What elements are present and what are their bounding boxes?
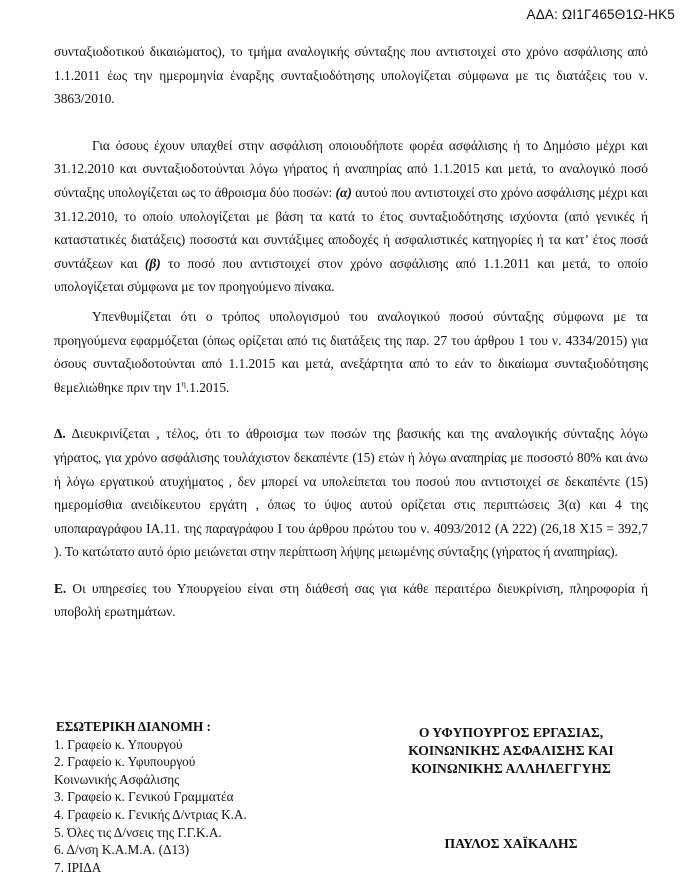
signature-title-line-2: ΚΟΙΝΩΝΙΚΗΣ ΑΣΦΑΛΙΣΗΣ ΚΑΙ xyxy=(408,743,614,759)
distribution-item-sub: Κοινωνικής Ασφάλισης xyxy=(54,771,180,787)
distribution-title: ΕΣΩΤΕΡΙΚΗ ΔΙΑΝΟΜΗ : xyxy=(56,719,211,734)
document-body xyxy=(54,40,648,624)
paragraph-e-text: Οι υπηρεσίες του Υπουργείου είναι στη διάθεσή σας για κάθε περαιτέρω διευκρίνιση, πληροφορία ή υποβολή ερωτημάτων. xyxy=(54,580,648,620)
paragraph-3-text-b: .1.2015. xyxy=(185,379,230,395)
paragraph-2 xyxy=(54,134,648,299)
paragraph-1-text: συνταξιοδοτικού δικαιώματος), το τμήμα αναλογικής σύνταξης που αντιστοιχεί στο χρόνο ασφάλισης από 1.1.2011 έως την ημερομηνία έναρξης συνταξιοδότησης υπολογίζεται σύμφωνα με τις διατάξεις του ν. 3863/2010. xyxy=(54,44,648,107)
paragraph-e-lead: Ε. xyxy=(54,580,67,596)
paragraph-3-sup: η xyxy=(181,379,186,389)
paragraph-2-text-b: αυτού που αντιστοιχεί στο χρόνο ασφάλισης μέχρι και 31.12.2010, το οποίο υπολογίζεται με βάση τα κατά το έτος συνταξιοδότησης ισχύοντα (από γενικές ή καταστατικές διατάξεις) ποσοστά και συντάξιμες αποδοχές ή ασφαλιστικές κατηγορίες ή τα κατ’ έτος ποσά συντάξεων και xyxy=(54,184,649,271)
paragraph-2-mark-a: (α) xyxy=(335,184,352,200)
paragraph-d xyxy=(54,422,648,564)
ada-code: ΑΔΑ: ΩΙ1Γ465Θ1Ω-ΗΚ5 xyxy=(526,7,675,22)
distribution-item: 7. ΙΡΙΔΑ xyxy=(54,859,102,875)
signatory-name: ΠΑΥΛΟΣ ΧΑΪΚΑΛΗΣ xyxy=(444,835,578,851)
distribution-item: 4. Γραφείο κ. Γενικής Δ/ντριας Κ.Α. xyxy=(54,806,247,822)
paragraph-e xyxy=(54,577,648,624)
distribution-list xyxy=(54,736,247,877)
distribution-item: 5. Όλες τις Δ/νσεις της Γ.Γ.Κ.Α. xyxy=(54,824,222,840)
distribution-item: 3. Γραφείο κ. Γενικού Γραμματέα xyxy=(54,789,234,805)
paragraph-2-mark-b: (β) xyxy=(144,255,161,271)
paragraph-3-text-a: Υπενθυμίζεται ότι ο τρόπος υπολογισμού του αναλογικού ποσού σύνταξης σύμφωνα με τα προηγούμενα εφαρμόζεται (όπως ορίζεται από τις διατάξεις της παρ. 27 του άρθρου 1 του ν. 4334/2015) για όσους συνταξιοδοτούνται από 1.1.2015 και μετά, ανεξάρτητα από το εάν το δικαίωμα συνταξιοδότησης θεμελιώθηκε πριν την 1 xyxy=(54,308,648,395)
internal-distribution xyxy=(54,718,247,876)
paragraph-d-lead: Δ. xyxy=(54,426,66,442)
paragraph-d-text: Διευκρινίζεται , τέλος, ότι το άθροισμα των ποσών της βασικής και της αναλογικής σύνταξης λόγω γήρατος, για χρόνο ασφάλισης τουλάχιστον δεκαπέντε (15) ετών ή λόγω αναπηρίας με ποσοστό 80% και άνω ή λόγω εργατικού ατυχήματος , δεν μπορεί να υπολείπεται του ποσού που αντιστοιχεί σε δεκαπέντε (15) ημερομίσθια ανειδίκευτου εργάτη , όπως το ύψος αυτού ορίζεται στις περιπτώσεις 3(α) και 4 της υποπαραγράφου ΙΑ.11. της παραγράφου Ι του άρθρου πρώτου του ν. 4093/2012 (Α 222) (26,18 Χ15 = 392,7 ). Το κατώτατο αυτό όριο μειώνεται στην περίπτωση λήψης μειωμένης σύνταξης (γήρατος ή αναπηρίας). xyxy=(54,426,648,560)
signature-title-line-1: Ο ΥΦΥΠΟΥΡΓΟΣ ΕΡΓΑΣΙΑΣ, xyxy=(418,725,604,740)
paragraph-2-text-a: Για όσους έχουν υπαχθεί στην ασφάλιση οποιουδήποτε φορέα ασφάλισης ή το Δημόσιο μέχρι και 31.12.2010 και συνταξιοδοτούνται λόγω γήρατος ή αναπηρίας από 1.1.2015 και μετά, το αναλογικό ποσό σύνταξης υπολογίζεται ως το άθροισμα δύο ποσών: xyxy=(54,137,648,200)
signature-title-line-3: ΚΟΙΝΩΝΙΚΗΣ ΑΛΛΗΛΕΓΓΥΗΣ xyxy=(411,761,611,777)
distribution-item: 6. Δ/νση Κ.Α.Μ.Α. (Δ13) xyxy=(54,842,190,858)
paragraph-3 xyxy=(54,305,648,399)
paragraph-1 xyxy=(54,40,648,111)
distribution-item: 1. Γραφείο κ. Υπουργού xyxy=(54,736,183,752)
distribution-item-label: 2. Γραφείο κ. Υφυπουργού xyxy=(54,754,196,770)
distribution-item xyxy=(54,753,247,771)
signature-block xyxy=(385,724,637,853)
paragraph-2-text-c: το ποσό που αντιστοιχεί στον χρόνο ασφάλισης από 1.1.2011 και μετά, το οποίο υπολογίζεται σύμφωνα με τον προηγούμενο πίνακα. xyxy=(54,255,648,295)
